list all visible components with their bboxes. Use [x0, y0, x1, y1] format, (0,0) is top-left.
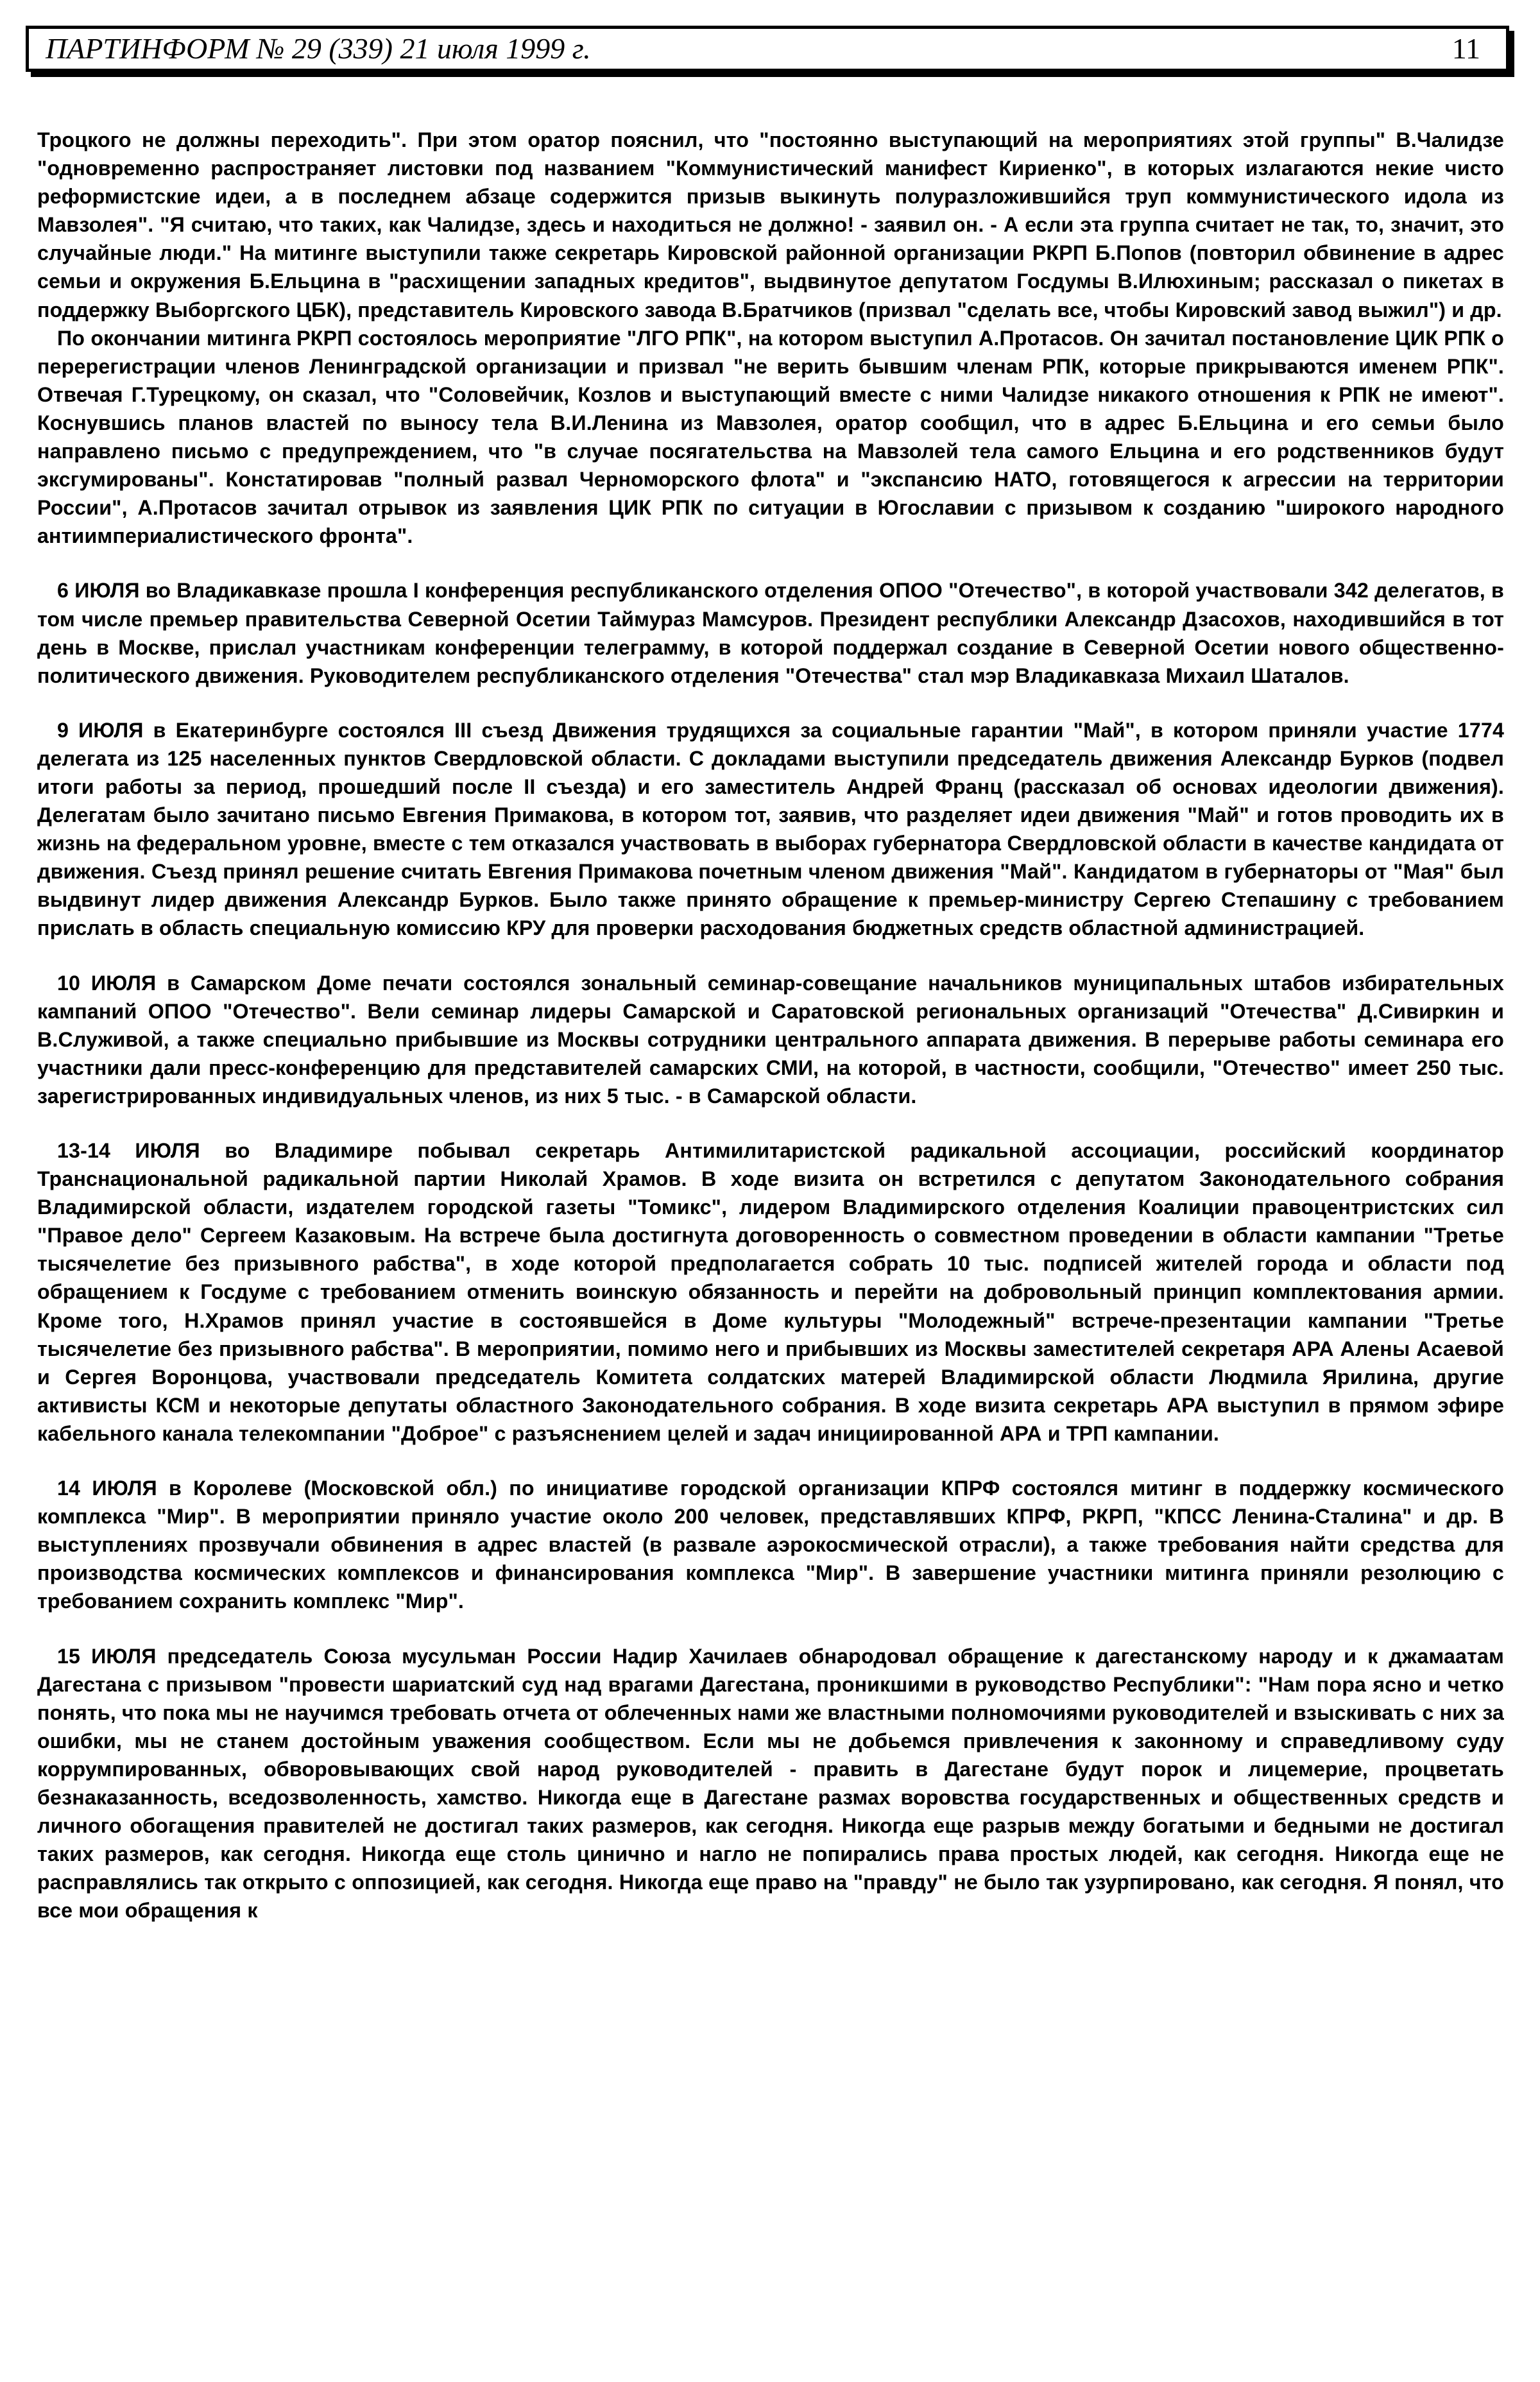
page-header [26, 26, 1509, 72]
article-body [37, 126, 1504, 1924]
page-number: 11 [1451, 32, 1480, 65]
paragraph-july-15: 15 ИЮЛЯ председатель Союза мусульман России Надир Хачилаев обнародовал обращение к дагестанскому народу и к джамаатам Дагестана с призывом "провести шариатский суд над врагами Дагестана, проникшими в руководство Республики": "Нам пора ясно и четко понять, что пока мы не научимся требовать отчета от облеченных нами же властными полномочиями руководителей и взыскивать с них за ошибки, мы не станем достойным уважения сообществом. Если мы не добьемся привлечения к законному и справедливому суду коррумпированных, обворовывающих свой народ руководителей - править в Дагестане будут порок и лицемерие, процветать безнаказанность, вседозволенность, хамство. Никогда еще в Дагестане размах воровства государственных и общественных средств и личного обогащения правителей не достигал таких размеров, как сегодня. Никогда еще разрыв между богатыми и бедными не достигал таких размеров, как сегодня. Никогда еще столь цинично и нагло не попирались права простых людей, как сегодня. Никогда еще не расправлялись так открыто с оппозицией, как сегодня. Никогда еще право на "правду" не было так узурпировано, как сегодня. Я понял, что все мои обращения к [37, 1644, 1504, 1923]
paragraph-july-10: 10 ИЮЛЯ в Самарском Доме печати состоялся зональный семинар-совещание начальников муниципальных штабов избирательных кампаний ОПОО "Отечество". Вели семинар лидеры Самарской и Саратовской региональных организаций "Отечества" Д.Сивиркин и В.Служивой, а также специально прибывшие из Москвы сотрудники центрального аппарата движения. В перерыве работы семинара его участники дали пресс-конференцию для представителей самарских СМИ, на которой, в частности, сообщили, "Отечество" имеет 250 тыс. зарегистрированных индивидуальных членов, из них 5 тыс. - в Самарской области. [37, 971, 1504, 1108]
header-title: ПАРТИНФОРМ № 29 (339) 21 июля 1999 г. [46, 32, 591, 65]
paragraph-rkrp-event: По окончании митинга РКРП состоялось мероприятие "ЛГО РПК", на котором выступил А.Протасов. Он зачитал постановление ЦИК РПК о перерегистрации членов Ленинградской организации и призвал "не верить бывшим членам РПК, которые прикрываются именем РПК". Отвечая Г.Турецкому, он сказал, что "Соловейчик, Козлов и выступающий вместе с ними Чалидзе никакого отношения к РПК не имеют". Коснувшись планов властей по выносу тела В.И.Ленина из Мавзолея, оратор сообщил, что в адрес Б.Ельцина и его семьи было направлено письмо с предупреждением, что "в случае посягательства на Мавзолей тела самого Ельцина и его родственников будут эксгумированы". Констатировав "полный развал Черноморского флота" и "экспансию НАТО, готовящегося к агрессии на территории России", А.Протасов зачитал отрывок из заявления ЦИК РПК по ситуации в Югославии с призывом к созданию "широкого народного антиимпериалистического фронта". [37, 326, 1504, 548]
paragraph-july-6: 6 ИЮЛЯ во Владикавказе прошла I конференция республиканского отделения ОПОО "Отечество", в которой участвовали 342 делегатов, в том числе премьер правительства Северной Осетии Таймураз Мамсуров. Президент республики Александр Дзасохов, находившийся в тот день в Москве, прислал участникам конференции телеграмму, в которой поддержал создание в Северной Осетии нового общественно-политического движения. Руководителем республиканского отделения "Отечества" стал мэр Владикавказа Михаил Шаталов. [37, 579, 1504, 687]
paragraph-july-14: 14 ИЮЛЯ в Королеве (Московской обл.) по инициативе городской организации КПРФ состоялся митинг в поддержку космического комплекса "Мир". В мероприятии приняло участие около 200 человек, представлявших КПРФ, РКРП, "КПСС Ленина-Сталина" и др. В выступлениях прозвучали обвинения в адрес властей (в развале аэрокосмической отрасли), а также требования найти средства для производства космических комплексов и финансирования комплекса "Мир". В завершение участники митинга приняли резолюцию с требованием сохранить комплекс "Мир". [37, 1477, 1504, 1613]
paragraph-continuation: Троцкого не должны переходить". При этом оратор пояснил, что "постоянно выступающий на мероприятиях этой группы" В.Чалидзе "одновременно распространяет листовки под названием "Коммунистический манифест Кириенко", в которых излагаются некие чисто реформистские идеи, а в последнем абзаце содержится призыв выкинуть полуразложившийся труп коммунистического идола из Мавзолея". "Я считаю, что таких, как Чалидзе, здесь и находиться не должно! - заявил он. - А если эта группа считает не так, то, значит, это случайные люди." На митинге выступили также секретарь Кировской районной организации РКРП Б.Попов (повторил обвинение в адрес семьи и окружения Б.Ельцина в "расхищении западных кредитов", выдвинутое депутатом Госдумы В.Илюхиным; рассказал о пикетах в поддержку Выборгского ЦБК), представитель Кировского завода В.Братчиков (призвал "сделать все, чтобы Кировский завод выжил") и др. [37, 128, 1504, 321]
paragraph-july-13-14: 13-14 ИЮЛЯ во Владимире побывал секретарь Антимилитаристской радикальной ассоциации, российский координатор Транснациональной радикальной партии Николай Храмов. В ходе визита он встретился с депутатом Законодательного собрания Владимирской области, издателем городской газеты "Томикс", лидером Владимирского отделения Коалиции правоцентристских сил "Правое дело" Сергеем Казаковым. На встрече была достигнута договоренность о совместном проведении в области кампании "Третье тысячелетие без призывного рабства", в ходе которой предполагается собрать 10 тыс. подписей жителей города и области под обращением к Госдуме с требованием отменить воинскую обязанность и перейти на добровольный принцип комплектования армии. Кроме того, Н.Храмов принял участие в состоявшейся в Доме культуры "Молодежный" встрече-презентации кампании "Третье тысячелетие без призывного рабства". В мероприятии, помимо него и прибывших из Москвы заместителей секретаря АРА Алены Асаевой и Сергея Воронцова, участвовали председатель Комитета солдатских матерей Владимирской области Людмила Ярилина, другие активисты КСМ и некоторые депутаты областного Законодательного собрания. В ходе визита секретарь АРА выступил в прямом эфире кабельного канала телекомпании "Доброе" с разъяснением целей и задач инициированной АРА и ТРП кампании. [37, 1139, 1504, 1445]
paragraph-july-9: 9 ИЮЛЯ в Екатеринбурге состоялся III съезд Движения трудящихся за социальные гарантии "Май", в котором приняли участие 1774 делегата из 125 населенных пунктов Свердловской области. С докладами выступили председатель движения Александр Бурков (подвел итоги работы за период, прошедший после II съезда) и его заместитель Андрей Франц (рассказал об основах идеологии движения). Делегатам было зачитано письмо Евгения Примакова, в котором тот, заявив, что разделяет идеи движения "Май" и готов проводить их в жизнь на федеральном уровне, вместе с тем отказался участвовать в выборах губернатора Свердловской области в качестве кандидата от движения. Съезд принял решение считать Евгения Примакова почетным членом движения "Май". Кандидатом в губернаторы от "Мая" был выдвинут лидер движения Александр Бурков. Было также принято обращение к премьер-министру Сергею Степашину с требованием прислать в область специальную комиссию КРУ для проверки расходования бюджетных средств областной администрацией. [37, 718, 1504, 940]
